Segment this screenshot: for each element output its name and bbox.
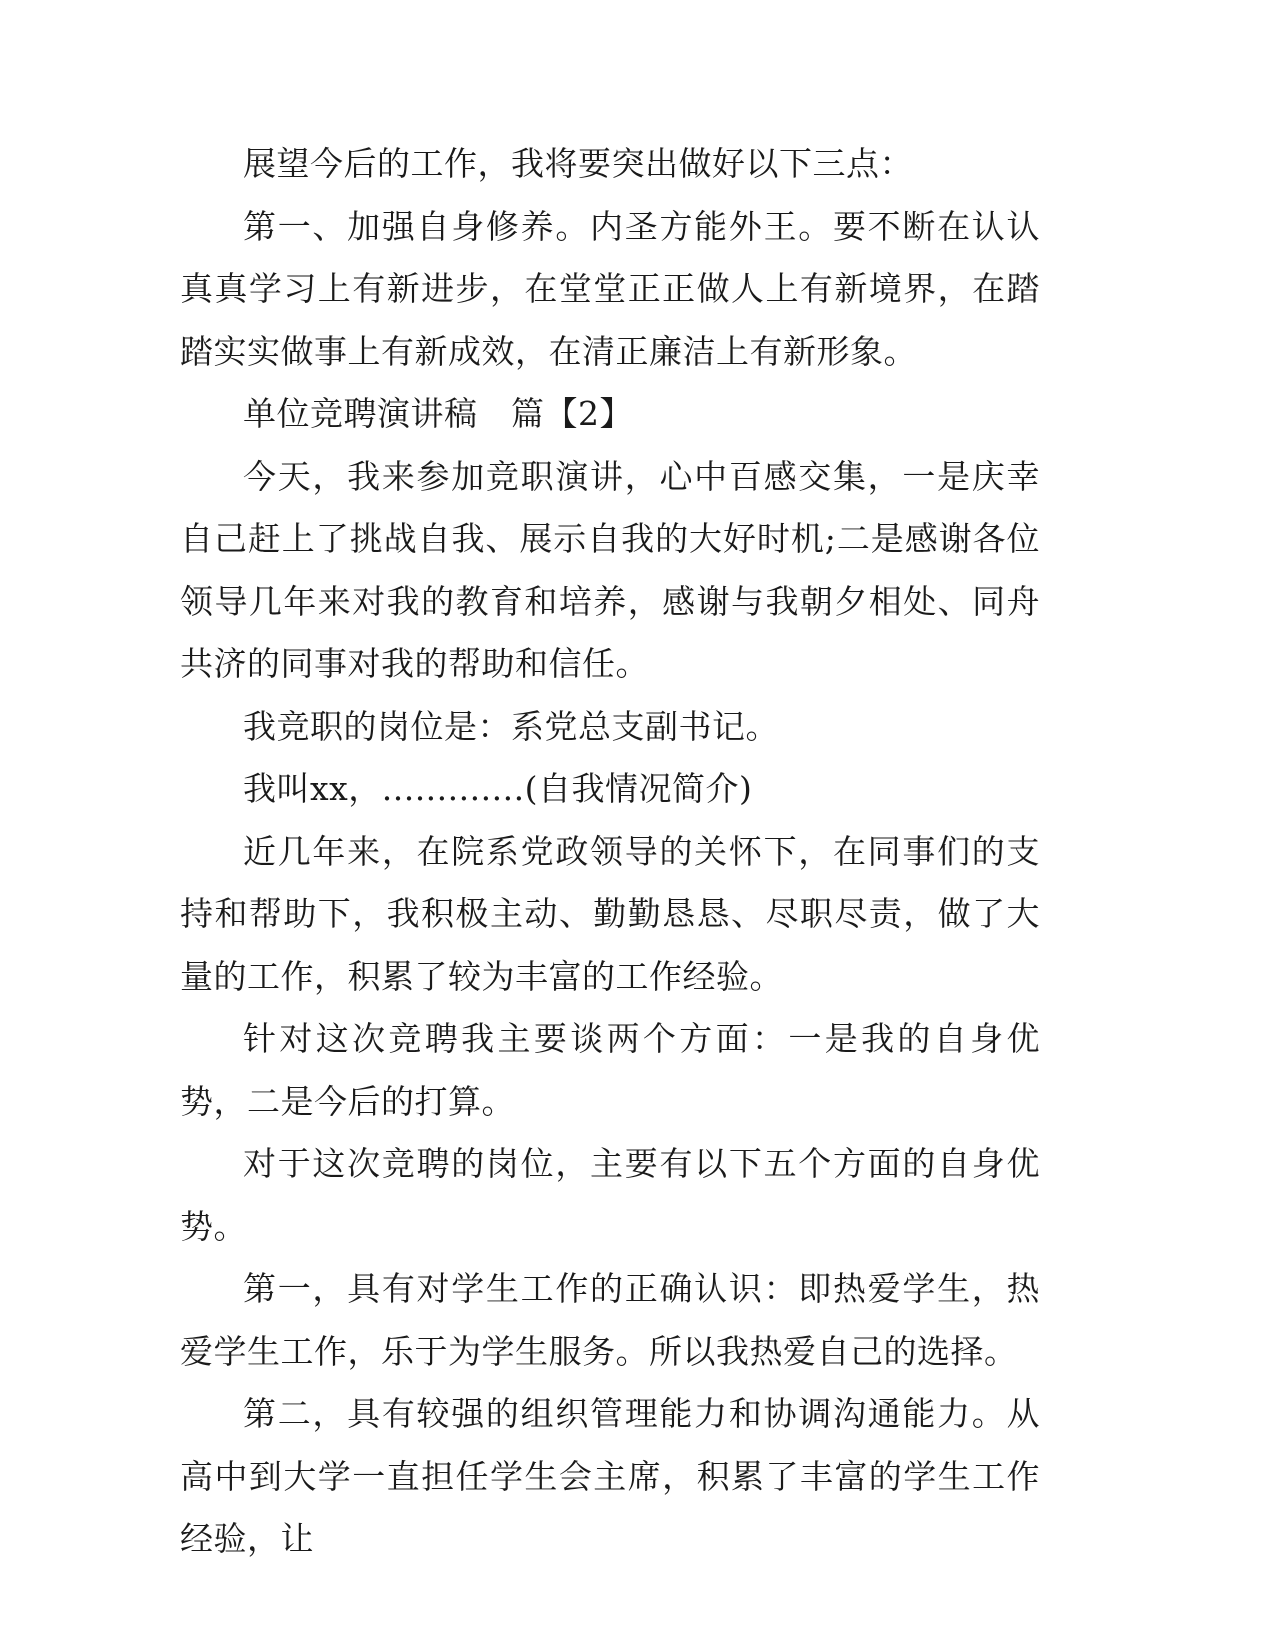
paragraph-advantage-one: 第一，具有对学生工作的正确认识：即热爱学生，热爱学生工作，乐于为学生服务。所以我热爱自己的选择。 <box>180 1269 1040 1371</box>
paragraph-outlook: 展望今后的工作，我将要突出做好以下三点： <box>243 144 913 183</box>
document-body <box>180 133 1040 1571</box>
paragraph-two-aspects: 针对这次竞聘我主要谈两个方面：一是我的自身优势，二是今后的打算。 <box>180 1019 1040 1121</box>
paragraph-opening: 今天，我来参加竞职演讲，心中百感交集，一是庆幸自己赶上了挑战自我、展示自我的大好时机;二是感谢各位领导几年来对我的教育和培养，感谢与我朝夕相处、同舟共济的同事对我的帮助和信任。 <box>180 456 1040 683</box>
paragraph-position: 我竞职的岗位是：系党总支副书记。 <box>243 706 779 746</box>
paragraph-advantage-two: 第二，具有较强的组织管理能力和协调沟通能力。从高中到大学一直担任学生会主席，积累了丰富的学生工作经验，让 <box>180 1394 1040 1558</box>
paragraph-experience: 近几年来，在院系党政领导的关怀下，在同事们的支持和帮助下，我积极主动、勤勤恳恳、尽职尽责，做了大量的工作，积累了较为丰富的工作经验。 <box>180 831 1040 996</box>
section-heading: 单位竞聘演讲稿 篇【2】 <box>243 394 633 433</box>
paragraph-five-advantages: 对于这次竞聘的岗位，主要有以下五个方面的自身优势。 <box>180 1144 1040 1246</box>
paragraph-self-intro: 我叫xx，.............(自我情况简介) <box>243 769 753 808</box>
paragraph-self-cultivation: 第一、加强自身修养。内圣方能外王。要不断在认认真真学习上有新进步，在堂堂正正做人上有新境界，在踏踏实实做事上有新成效，在清正廉洁上有新形象。 <box>180 206 1040 371</box>
